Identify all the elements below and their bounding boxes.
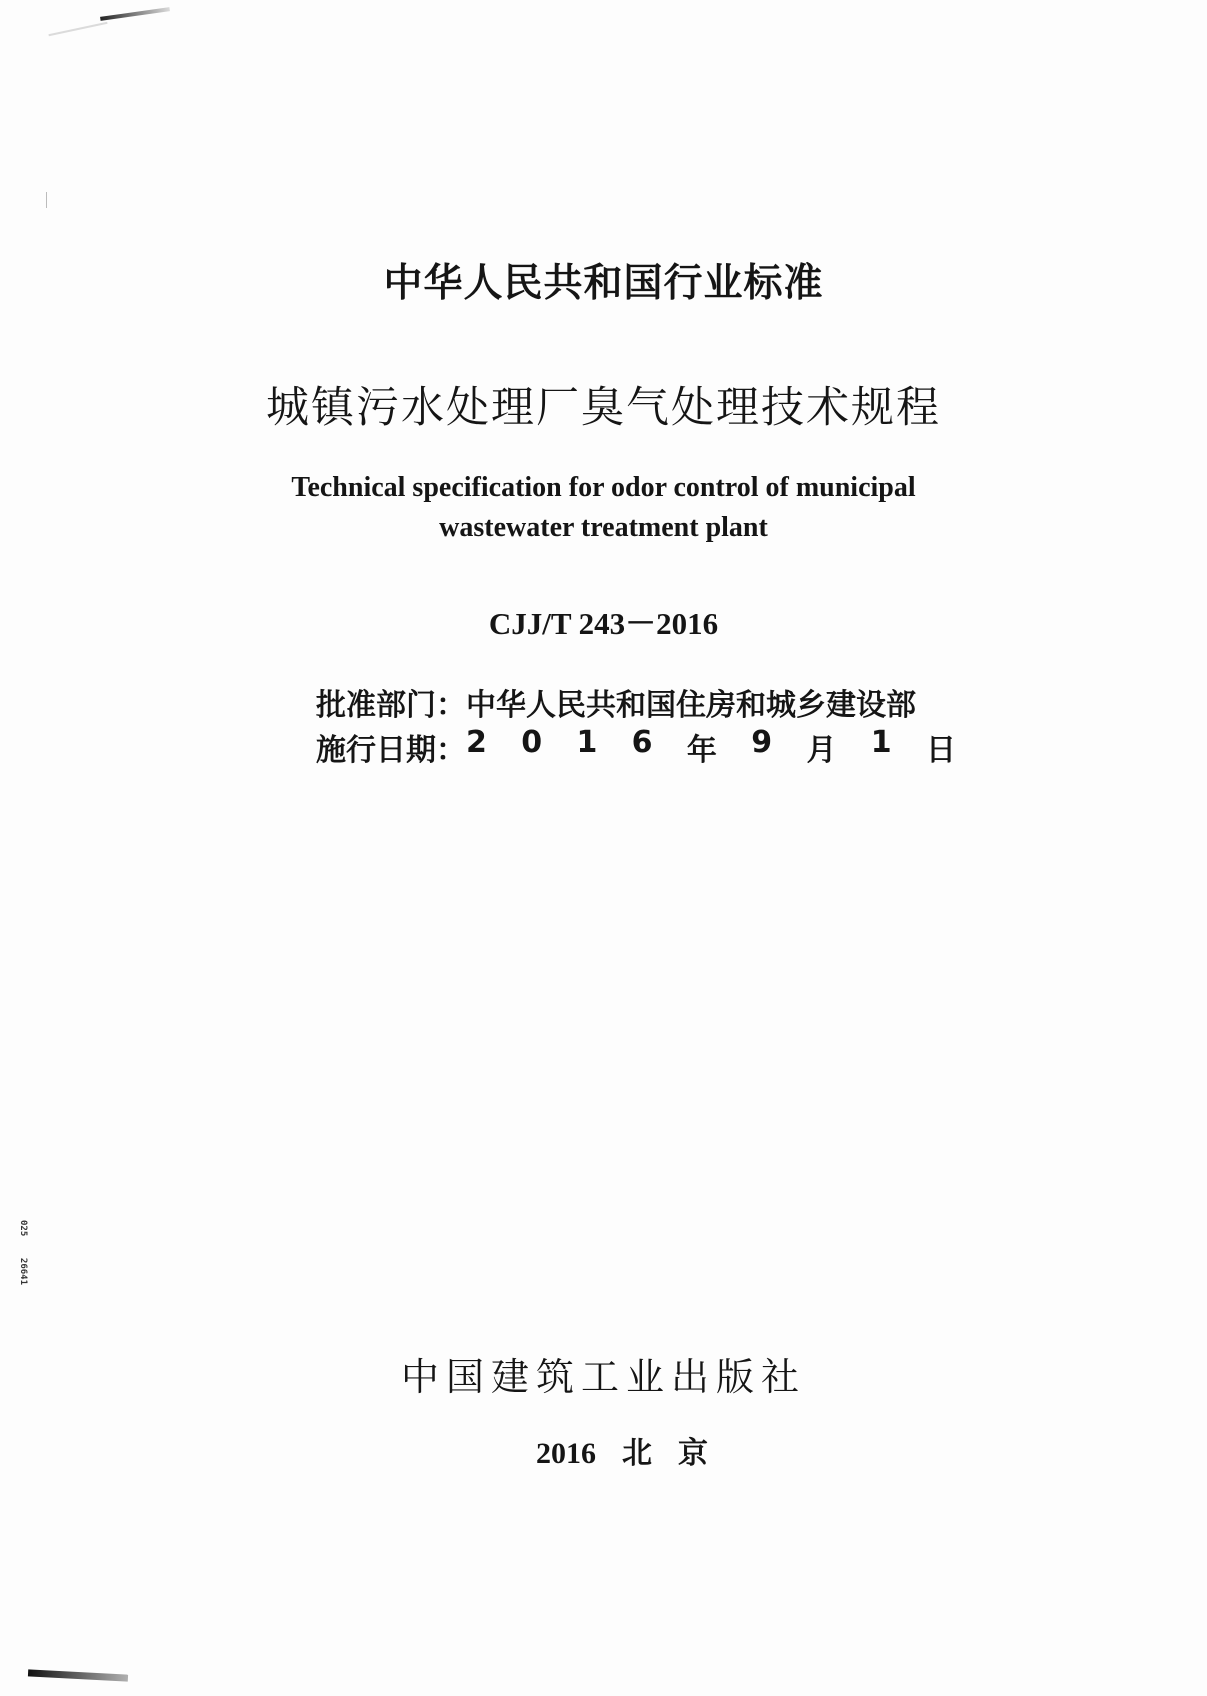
scan-mark	[100, 7, 170, 21]
date-part: 6	[631, 725, 653, 760]
side-print-code: 025 26641	[18, 1220, 28, 1286]
effective-date-row	[316, 725, 956, 769]
standard-code: CJJ/T 243－2016	[488, 606, 719, 641]
date-part: 2	[466, 725, 487, 760]
title-chinese: 城镇污水处理厂臭气处理技术规程	[266, 383, 941, 433]
publication-city: 北京	[622, 1436, 734, 1471]
date-part: 1	[576, 725, 598, 760]
approval-label: 批准部门：	[316, 688, 466, 723]
date-part: 年	[686, 733, 717, 768]
title-english-line-1: Technical specification for odor control of municipal	[291, 472, 916, 503]
publication-year: 2016	[536, 1437, 596, 1470]
publication-year-place	[536, 1428, 734, 1472]
date-part: 9	[751, 725, 773, 760]
scan-mark	[48, 22, 107, 36]
scan-mark	[28, 1669, 128, 1681]
effective-date-value	[466, 725, 956, 769]
date-part: 0	[521, 725, 543, 760]
publisher: 中国建筑工业出版社	[400, 1355, 806, 1399]
scan-mark	[46, 192, 47, 208]
approval-value: 中华人民共和国住房和城乡建设部	[466, 688, 916, 723]
effective-date-label: 施行日期：	[316, 733, 466, 768]
title-english-line-2: wastewater treatment plant	[439, 512, 768, 543]
standard-category: 中华人民共和国行业标准	[383, 261, 824, 306]
date-part: 月	[806, 733, 837, 768]
date-part: 日	[926, 733, 956, 768]
approval-row	[316, 680, 956, 724]
date-part: 1	[870, 725, 892, 760]
